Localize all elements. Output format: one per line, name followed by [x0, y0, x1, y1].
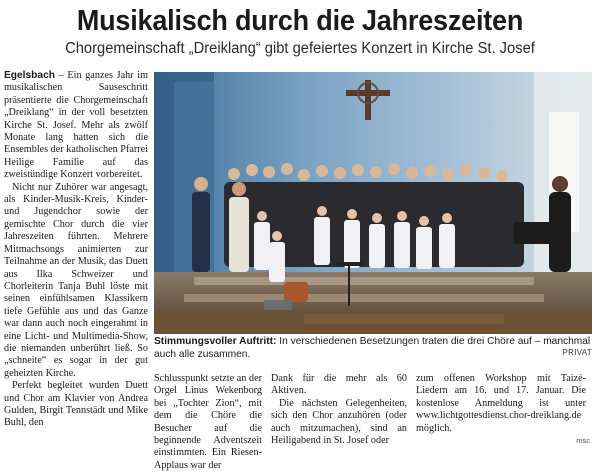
headline: Musikalisch durch die Jahreszeiten	[76, 5, 524, 37]
paragraph-3-end: Dank für die mehr als 60 Aktiven.	[271, 373, 407, 397]
author-initials: msc	[576, 436, 590, 445]
caption-text: In verschiedenen Besetzungen traten die drei Chöre auf – manchmal auch alle zusammen.	[154, 336, 591, 360]
paragraph-3-continued: Schlusspunkt setzte an der Orgel Linus Wekenborg bei „Tochter Zion“, mit dem die Chöre die Besucher auf die beginnende Adventszeit einstimmten. Ein Riesen-Applaus war der	[154, 373, 262, 471]
choir-photo	[154, 72, 592, 334]
caption-title: Stimmungsvoller Auftritt:	[154, 336, 277, 347]
paragraph-1	[4, 70, 148, 182]
paragraph-4-end: zum offenen Workshop mit Taizé-Liedern am 16. und 17. Januar. Die kostenlose Anmeldung ist unter www.lichtgottesdienst.chor-dreiklang.de möglich.	[416, 373, 586, 434]
text-column-4	[416, 373, 586, 435]
text-column-1	[4, 70, 148, 430]
paragraph-3-start: Perfekt begleitet wurden Duett und Chor am Klavier von Andrea Gulden, Birgit Tennstädt und Mike Buhl, den	[4, 380, 148, 429]
dateline: Egelsbach	[4, 70, 55, 81]
choir-photo-illustration	[154, 72, 592, 334]
paragraph-1-text: – Ein ganzes Jahr im musikalischen Sauseschritt präsentierte die Chorgemeinschaft „Dreiklang“ in der voll besetzten Kirche St. Josef. Mehr als zwölf Monate lang hatten sich die Ensembles der katholischen Pfarrei Heilige Familie auf das zweistündige Konzert vorbereitet.	[4, 70, 148, 181]
photo-caption	[154, 336, 592, 361]
photo-credit: PRIVAT	[562, 348, 592, 357]
text-column-3	[271, 373, 407, 447]
text-column-2	[154, 373, 262, 472]
paragraph-2: Nicht nur Zuhörer war angesagt, als Kinder-Musik-Kreis, Kinder- und Jugendchor sowie der gemischte Chor durch die vier Jahreszeiten führten. Mehrere Mitmachsongs animierten zur Teilnahme an der Musik, das Duett aus Ilka Schweizer und Chorleiterin Tanja Buhl löste mit seinen einfühlsamen Klassikern tiefe Gefühle aus und das Ganze war dann auch noch eingerahmt in eine Licht- und Multimedia-Show, die niemanden unberührt ließ. So „schneite“ es sogar in der gut geheizten Kirche.	[4, 181, 148, 379]
paragraph-4-start: Die nächsten Gelegenheiten, sich den Chor anzuhören (oder auch mitzumachen), sind an Heiligabend in St. Josef oder	[271, 397, 407, 447]
subheadline: Chorgemeinschaft „Dreiklang“ gibt gefeiertes Konzert in Kirche St. Josef	[65, 40, 535, 57]
